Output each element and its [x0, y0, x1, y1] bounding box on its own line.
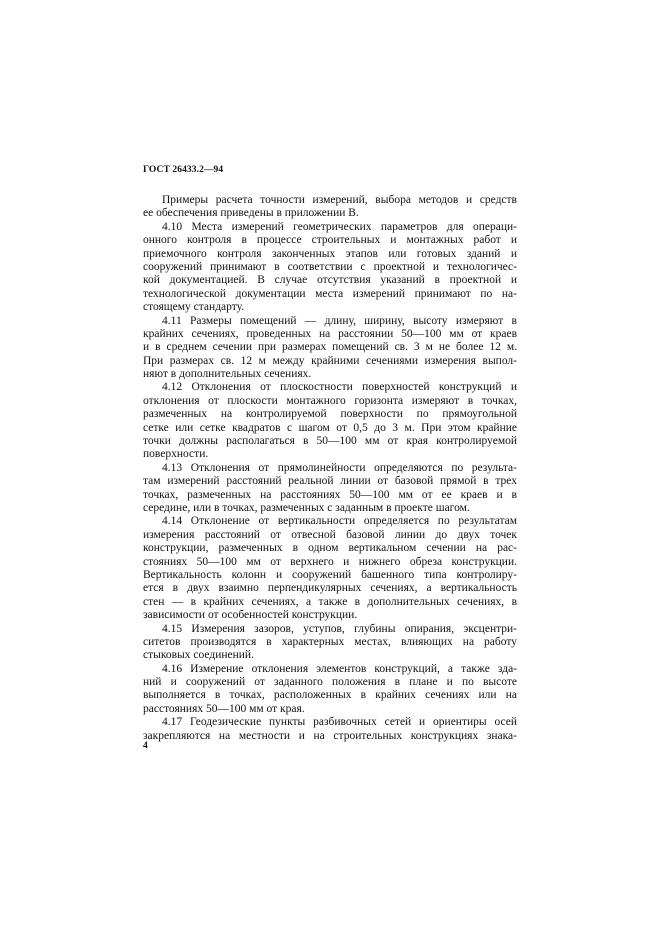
text-line: размеченных на контролируемой поверхности по прямоугольной: [143, 408, 517, 421]
text-line: 4.15 Измерения зазоров, уступов, глубины опирания, эксцентри-: [162, 622, 517, 635]
paragraph: [143, 515, 517, 622]
text-line: стыковых соединений.: [143, 649, 254, 662]
document-header: ГОСТ 26433.2—94: [143, 165, 224, 175]
text-line: ний и сооружений от заданного положения в плане и по высоте: [143, 676, 517, 689]
paragraph: [143, 381, 517, 461]
page-number: 4: [143, 741, 148, 751]
text-line: закрепляются на местности и на строительных конструкциях знака-: [143, 729, 517, 742]
text-line: 4.14 Отклонение от вертикальности определяется по результатам: [162, 515, 517, 528]
text-line: точки должны располагаться в 50—100 мм от края контролируемой: [143, 435, 517, 448]
paragraph: [143, 623, 517, 663]
text-line: приемочного контроля законченных этапов или готовых зданий и: [143, 247, 517, 260]
text-line: крайних сечениях, проведенных на расстоянии 50—100 мм от краев: [143, 327, 517, 340]
text-line: и в среднем сечении при размерах помещений св. 3 м не более 12 м.: [143, 341, 517, 354]
document-body: [143, 194, 517, 743]
text-line: сетке или сетке квадратов с шагом от 0,5 до 3 м. При этом крайние: [143, 421, 517, 434]
text-line: ется в двух взаимно перпендикулярных сечениях, а вертикальность: [143, 582, 517, 595]
text-line: стоящему стандарту.: [143, 301, 245, 314]
text-line: середине, или в точках, размеченных с заданным в проекте шагом.: [143, 501, 470, 514]
text-line: технологической документации места измерений принимают по на-: [143, 287, 517, 300]
text-line: ее обеспечения приведены в приложении В.: [143, 207, 359, 220]
text-line: няют в дополнительных сечениях.: [143, 368, 312, 381]
text-line: онного контроля в процессе строительных и монтажных работ и: [143, 234, 517, 247]
text-line: стен — в крайних сечениях, а также в дополнительных сечениях, в: [143, 595, 517, 608]
text-line: расстояниях 50—100 мм от края.: [143, 702, 305, 715]
text-line: конструкции, размеченных в одном вертикальном сечении на рас-: [143, 542, 517, 555]
text-line: зависимости от особенностей конструкции.: [143, 609, 358, 622]
text-line: кой документацией. В случае отсутствия указаний в проектной и: [143, 274, 517, 287]
paragraph: [143, 663, 517, 717]
text-line: отклонения от плоскости монтажного горизонта измеряют в точках,: [143, 394, 517, 407]
text-line: 4.10 Места измерений геометрических параметров для операци-: [162, 220, 517, 233]
text-line: стояниях 50—100 мм от верхнего и нижнего обреза конструкции.: [143, 555, 517, 568]
paragraph: [143, 462, 517, 516]
text-line: 4.17 Геодезические пункты разбивочных сетей и ориентиры осей: [162, 716, 517, 729]
text-line: поверхности.: [143, 448, 209, 461]
text-line: При размерах св. 12 м между крайними сечениями измерения выпол-: [143, 354, 517, 367]
text-line: 4.11 Размеры помещений — длину, ширину, высоту измеряют в: [162, 314, 517, 327]
text-line: ситетов производятся в характерных местах, влияющих на работу: [143, 635, 517, 648]
text-line: 4.16 Измерение отклонения элементов конструкций, а также зда-: [162, 662, 517, 675]
text-line: выполняется в точках, расположенных в крайних сечениях или на: [143, 689, 517, 702]
text-line: там измерений расстояний реальной линии от базовой прямой в трех: [143, 475, 517, 488]
paragraph: [143, 221, 517, 315]
text-line: 4.13 Отклонения от прямолинейности определяются по результа-: [162, 461, 517, 474]
text-line: Вертикальность колонн и сооружений башенного типа контролиру-: [143, 568, 517, 581]
text-line: сооружений принимают в соответствии с проектной и технологичес-: [143, 260, 517, 273]
text-line: 4.12 Отклонения от плоскостности поверхностей конструкций и: [162, 381, 517, 394]
text-line: измерения расстояний от отвесной базовой линии до двух точек: [143, 528, 517, 541]
paragraph: [143, 315, 517, 382]
paragraph: [143, 716, 517, 743]
paragraph: [143, 194, 517, 221]
text-line: точках, размеченных на расстояниях 50—100 мм от ее краев и в: [143, 488, 517, 501]
text-line: Примеры расчета точности измерений, выбора методов и средств: [162, 194, 517, 206]
